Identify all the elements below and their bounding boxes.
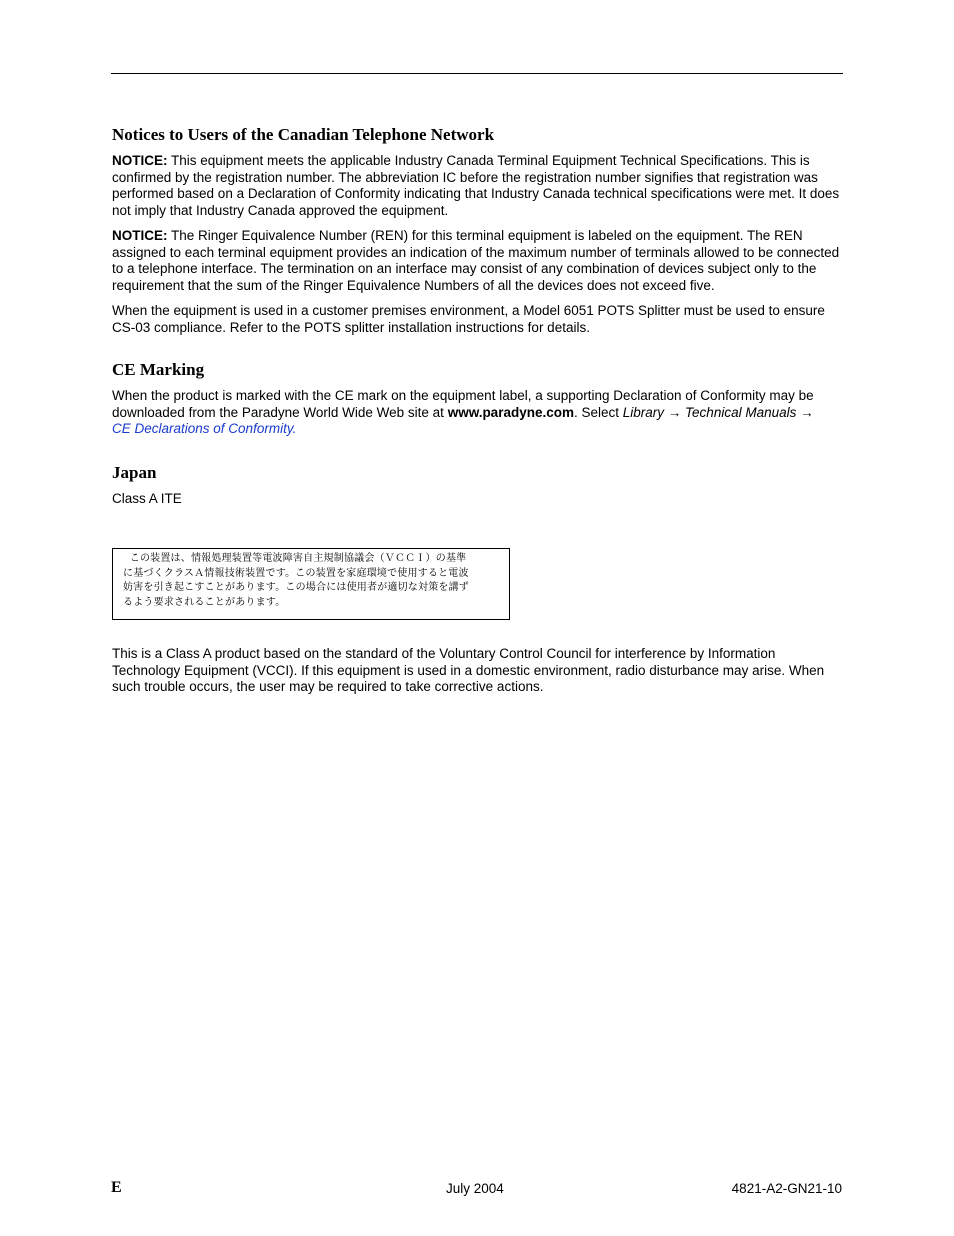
ce-declarations-link[interactable]: CE Declarations of Conformity: [112, 421, 293, 436]
ce-select-text: . Select: [573, 404, 623, 420]
japan-class-text: Class A ITE: [112, 490, 182, 506]
page-footer: [0, 1179, 954, 1199]
canada-splitter-text: When the equipment is used in a customer premises environment, a Model 6051 POTS Splitter must be used to ensure CS-03 compliance. Refer to the POTS splitter installation instructions for details.: [112, 303, 825, 335]
ce-heading: CE Marking: [112, 360, 205, 379]
japan-section: [112, 463, 842, 696]
menu-technical-manuals: Technical Manuals: [685, 404, 797, 420]
japan-heading: Japan: [112, 462, 157, 482]
ce-text-before: When the product is marked with the CE mark on the equipment label, a supporting Declaration of Conformity may be downloaded from the Paradyne World Wide Web site at: [112, 388, 814, 420]
ce-text-end: .: [292, 421, 297, 436]
notice-label-2: NOTICE:: [112, 228, 168, 243]
vcci-line: 妨害を引き起こすことがあります。この場合には使用者が適切な対策を講ず: [123, 582, 469, 594]
page-content: [112, 125, 842, 705]
menu-library: Library: [622, 404, 665, 420]
ce-section: [112, 360, 842, 438]
japan-vcci-english-text: This is a Class A product based on the standard of the Voluntary Control Council for interference by Information Technology Equipment (VCCI). If this equipment is used in a domestic environment, radio disturbance may arise. When such trouble occurs, the user may be required to take corrective actions.: [112, 646, 825, 694]
notice-label-1: NOTICE:: [112, 153, 168, 168]
arrow-2: →: [796, 404, 814, 420]
canada-notice-1: [112, 153, 842, 219]
vcci-line: に基づくクラスＡ情報技術装置です。この装置を家庭環境で使用すると電波: [123, 567, 469, 579]
footer-date: July 2004: [446, 1181, 504, 1196]
vcci-line: この装置は、情報処理装置等電波障害自主規制協議会（ＶＣＣＩ）の基準: [123, 553, 467, 564]
ce-text: [112, 388, 842, 438]
canada-notice-2: [112, 228, 842, 294]
header-rule: [111, 73, 843, 74]
arrow-1: →: [664, 404, 686, 420]
doc-number: 4821-A2-GN21-10: [731, 1181, 842, 1196]
page-letter: E: [111, 1179, 122, 1196]
notice-text-2: The Ringer Equivalence Number (REN) for this terminal equipment is labeled on the equipment. The REN assigned to each terminal equipment provides an indication of the maximum number of terminals allowed to be connected to a telephone interface. The termination on an interface may consist of any combination of devices subject only to the requirement that the sum of the Ringer Equivalence Numbers of all the devices does not exceed five.: [112, 228, 840, 293]
canada-section: [112, 125, 842, 336]
vcci-line: るよう要求されることがあります。: [123, 597, 286, 609]
vcci-notice-box: [112, 548, 510, 620]
canada-heading: Notices to Users of the Canadian Telephone Network: [112, 125, 495, 144]
notice-text-1: This equipment meets the applicable Industry Canada Terminal Equipment Technical Specifications. This is confirmed by the registration number. The abbreviation IC before the registration number signifies that registration was performed based on a Declaration of Conformity indicating that Industry Canada technical specifications were met. It does not imply that Industry Canada approved the equipment.: [112, 153, 840, 218]
website-text: www.paradyne.com: [447, 404, 574, 420]
